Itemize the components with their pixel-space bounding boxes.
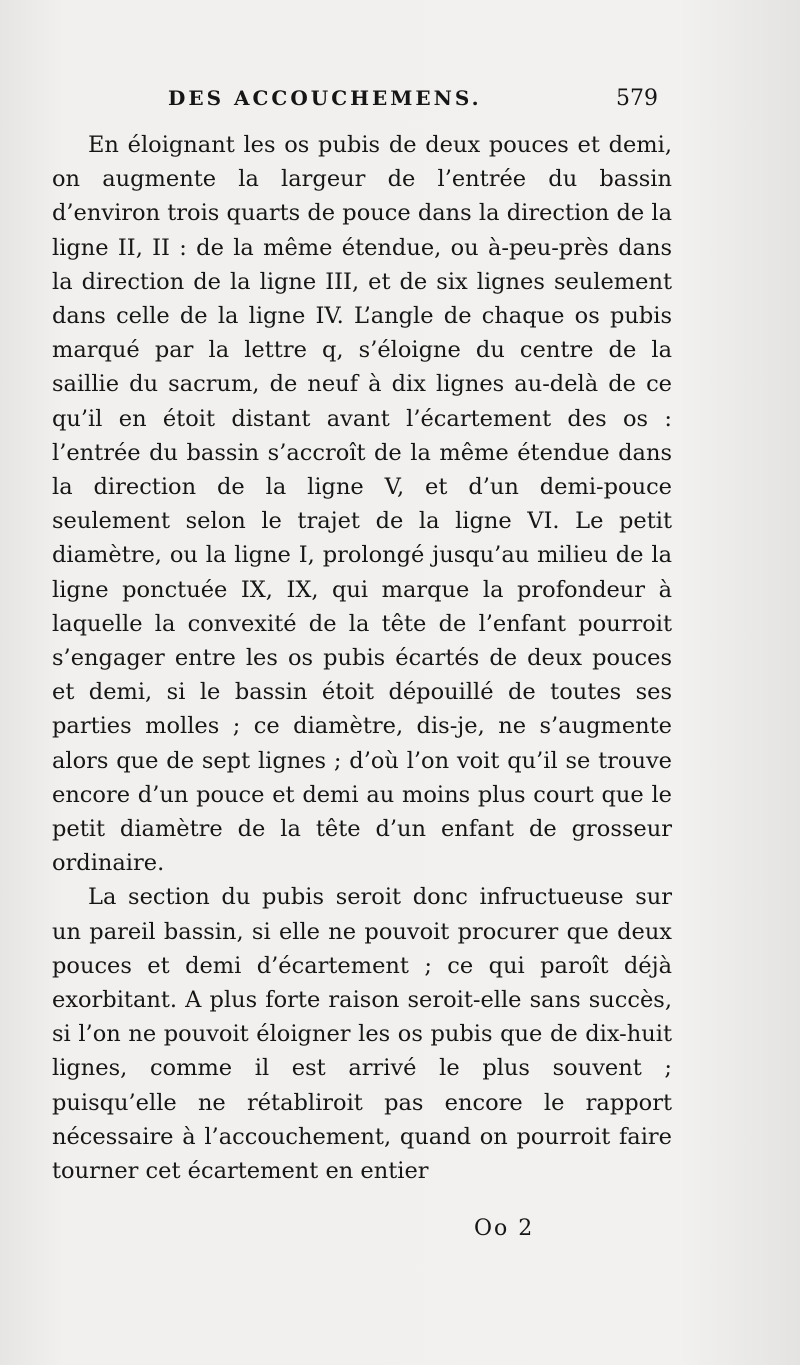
page-header: [168, 86, 658, 126]
running-title: DES ACCOUCHEMENS.: [168, 86, 482, 110]
page-number: 579: [616, 86, 658, 111]
paragraph: La section du pubis seroit donc infructueuse sur un pareil bassin, si elle ne pouvoit procurer que deux pouces et demi d’écartement ; ce qui paroît déjà exorbitant. A plus forte raison seroit-elle sans succès, si l’on ne pouvoit éloigner les os pubis que de dix-huit lignes, comme il est arrivé le plus souvent ; puisqu’elle ne rétabliroit pas encore le rapport nécessaire à l’accouchement, quand on pourroit faire tourner cet écartement en entier: [52, 884, 672, 1185]
signature-mark: Oo 2: [474, 1216, 535, 1241]
body-text: [52, 128, 672, 1188]
paragraph: En éloignant les os pubis de deux pouces et demi, on augmente la largeur de l’entrée du bassin d’environ trois quarts de pouce dans la direction de la ligne II, II : de la même étendue, ou à-peu-près dans la direction de la ligne III, et de six lignes seulement dans celle de la ligne IV. L’angle de chaque os pubis marqué par la lettre q, s’éloigne du centre de la saillie du sacrum, de neuf à dix lignes au-delà de ce qu’il en étoit distant avant l’écartement des os : l’entrée du bassin s’accroît de la même étendue dans la direction de la ligne V, et d’un demi-pouce seulement selon le trajet de la ligne VI. Le petit diamètre, ou la ligne I, prolongé jusqu’au milieu de la ligne ponctuée IX, IX, qui marque la profondeur à laquelle la convexité de la tête de l’enfant pourroit s’engager entre les os pubis écartés de deux pouces et demi, si le bassin étoit dépouillé de toutes ses parties molles ; ce diamètre, dis-je, ne s’augmente alors que de sept lignes ; d’où l’on voit qu’il se trouve encore d’un pouce et demi au moins plus court que le petit diamètre de la tête d’un enfant de grosseur ordinaire.: [52, 132, 672, 877]
